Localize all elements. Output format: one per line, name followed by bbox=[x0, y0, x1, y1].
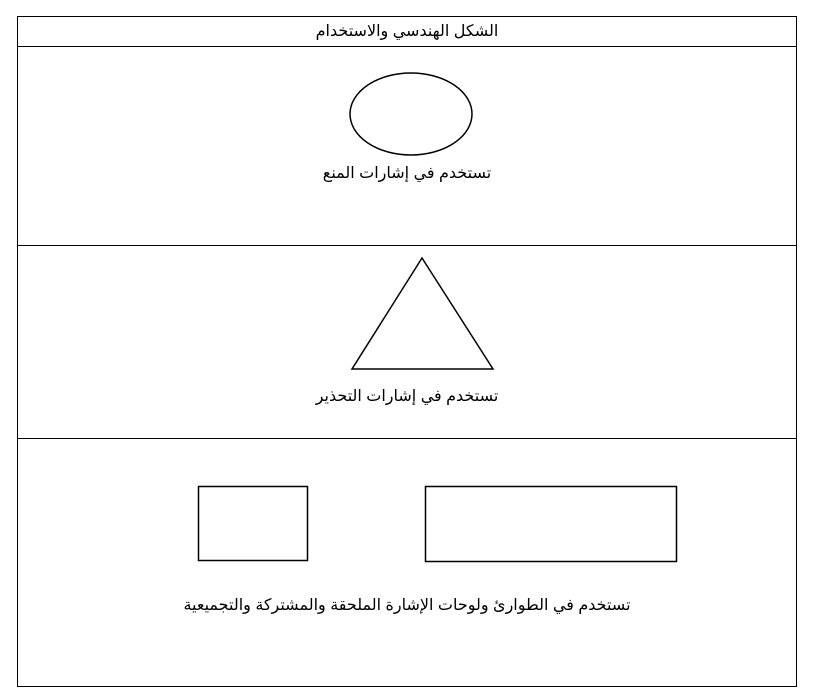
table-row-triangle bbox=[18, 246, 796, 439]
table-header-title: الشكل الهندسي والاستخدام bbox=[315, 23, 499, 40]
table-row-ellipse bbox=[18, 47, 796, 246]
small-rectangle-icon bbox=[199, 487, 308, 561]
triangle-icon bbox=[352, 258, 493, 369]
rectangles-shape-canvas bbox=[18, 439, 798, 688]
ellipse-shape-canvas bbox=[18, 47, 798, 246]
table-row-rectangles bbox=[18, 439, 796, 688]
ellipse-icon bbox=[350, 73, 472, 155]
triangle-shape-canvas bbox=[18, 246, 798, 439]
ellipse-usage-caption: تستخدم في إشارات المنع bbox=[322, 165, 492, 182]
wide-rectangle-icon bbox=[426, 487, 677, 562]
rectangles-usage-caption: تستخدم في الطوارئ ولوحات الإشارة الملحقة والمشتركة والتجميعية bbox=[183, 597, 631, 614]
table-header bbox=[18, 17, 796, 47]
triangle-usage-caption: تستخدم في إشارات التحذير bbox=[315, 388, 499, 405]
shapes-usage-table bbox=[17, 16, 797, 687]
